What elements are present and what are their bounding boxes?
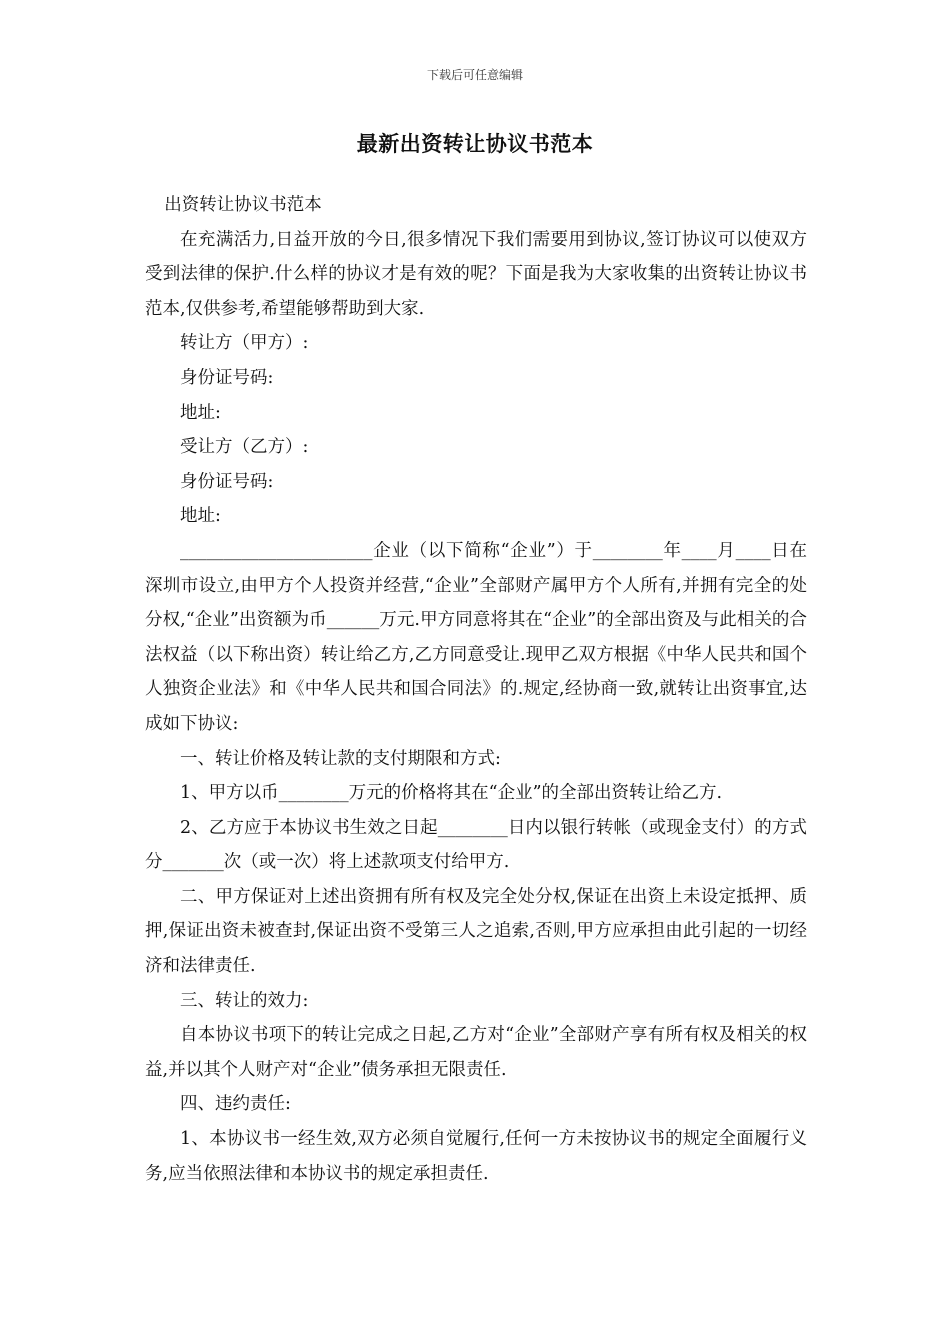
- section-4-heading: 四、违约责任:: [180, 1094, 291, 1115]
- section-1-item-1: 1、甲方以币________万元的价格将其在“企业”的全部出资转让给乙方.: [180, 783, 723, 804]
- document-title: 最新出资转让协议书范本: [356, 131, 594, 156]
- section-4-item-1: 1、本协议书一经生效,双方必须自觉履行,任何一方未按协议书的规定全面履行义务,应当依照法律和本协议书的规定承担责任.: [145, 1129, 807, 1184]
- party-b-id-label: 身份证号码:: [180, 471, 274, 492]
- header-note: 下载后可任意编辑: [426, 68, 523, 82]
- document-subtitle: 出资转让协议书范本: [164, 195, 322, 215]
- section-3-paragraph: 自本协议书项下的转让完成之日起,乙方对“企业”全部财产享有所有权及相关的权益,并以其个人财产对“企业”债务承担无限责任.: [145, 1025, 807, 1080]
- section-1-item-2: 2、乙方应于本协议书生效之日起________日内以银行转帐（或现金支付）的方式分_______次（或一次）将上述款项支付给甲方.: [145, 817, 807, 873]
- party-a-address-label: 地址:: [180, 402, 221, 423]
- section-1-heading: 一、转让价格及转让款的支付期限和方式:: [180, 748, 501, 769]
- party-b-label: 受让方（乙方）:: [180, 437, 309, 458]
- party-a-label: 转让方（甲方）:: [180, 333, 309, 354]
- party-a-id-label: 身份证号码:: [180, 367, 274, 388]
- party-b-address-label: 地址:: [180, 506, 221, 527]
- intro-paragraph: 在充满活力,日益开放的今日,很多情况下我们需要用到协议,签订协议可以使双方受到法律的保护.什么样的协议才是有效的呢？下面是我为大家收集的出资转让协议书范本,仅供参考,希望能够帮助到大家.: [145, 229, 807, 319]
- document-body: [145, 188, 807, 1191]
- enterprise-paragraph: ______________________企业（以下简称“企业”）于________年____月____日在深圳市设立,由甲方个人投资并经营,“企业”全部财产属甲方个人所有,并拥有完全的处分权,“企业”出资额为币______万元.甲方同意将其在“企业”的全部出资及与此相关的合法权益（以下称出资）转让给乙方,乙方同意受让.现甲乙双方根据《中华人民共和国个人独资企业法》和《中华人民共和国合同法》的.规定,经协商一致,就转让出资事宜,达成如下协议:: [145, 540, 807, 734]
- section-2-paragraph: 二、甲方保证对上述出资拥有所有权及完全处分权,保证在出资上未设定抵押、质押,保证出资未被查封,保证出资不受第三人之追索,否则,甲方应承担由此引起的一切经济和法律责任.: [145, 886, 807, 977]
- section-3-heading: 三、转让的效力:: [180, 990, 309, 1011]
